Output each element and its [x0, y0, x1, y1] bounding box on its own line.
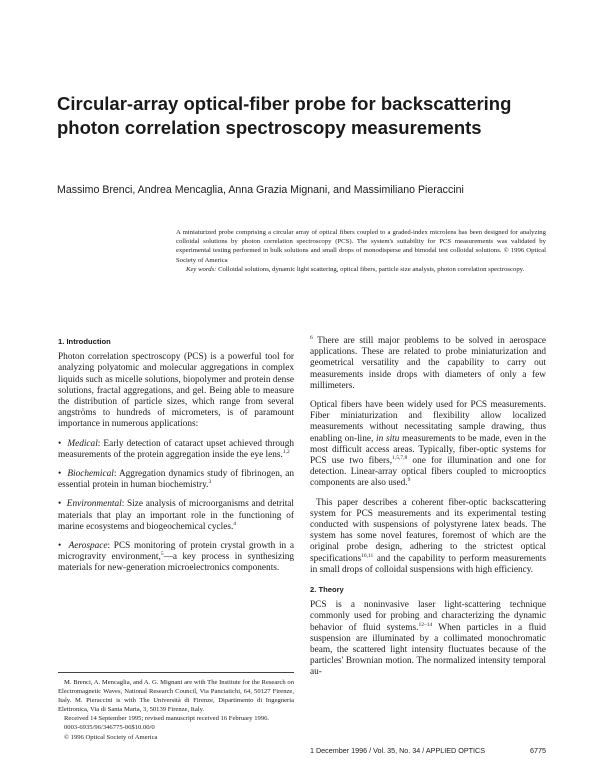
- intro-paragraph-1: Photon correlation spectroscopy (PCS) is a powerful tool for analyzing polyatomic and molecular aggregations in complex liquids such as micelle solutions, biopolymer and protein dense solutions, fractal aggregations, and gel. Being able to measure the distribution of particle sizes, which range from several angströms to hundreds of micrometers, is of paramount importance in numerous applications:: [58, 352, 294, 430]
- bullet-biochemical: • Biochemical: Aggregation dynamics study of fibrinogen, an essential protein in human biochemistry.$^3$: [58, 469, 294, 491]
- section-heading-theory: 2. Theory: [310, 585, 344, 595]
- aerospace-continuation: $^6$ There are still major problems to be solved in aerospace applications. These are related to probe miniaturization and geometrical versatility and the capability to carry out measurements inside drops with diameters of only a few millimeters.: [310, 334, 546, 391]
- bullet-biochemical-label: Biochemical: [67, 469, 114, 480]
- paper-title: Circular-array optical-fiber probe for backscattering photon correlation spectroscopy measurements: [57, 93, 512, 138]
- footnote-code: 0003-6935/96/346775-06$10.00/0: [64, 724, 155, 732]
- footnote-received: Received 14 September 1995; revised manuscript received 16 February 1996.: [64, 715, 270, 723]
- theory-paragraph-1: PCS is a noninvasive laser light-scattering technique commonly used for probing and characterizing the dynamic behavior of fluid systems.$^{12-14}$ When particles in a fluid suspension are illuminated by a collimated monochromatic beam, the scattered light intensity fluctuates because of the particles' Brownian motion. The normalized intensity temporal au-: [310, 600, 547, 678]
- left-column: [58, 336, 294, 575]
- bullet-medical-label: Medical: [67, 438, 98, 449]
- abstract: [176, 228, 546, 274]
- intro-paragraph-3: This paper describes a coherent fiber-optic backscattering system for PCS measurements and its experimental testing conducted with suspensions of polystyrene latex beads. The system has some novel features, foremost of which are the original probe design, adhering to the strictest optical specifications$^{10,11}$ and the capability to perform measurements in small drops of colloidal suspensions with high efficiency.: [310, 497, 546, 575]
- keywords-label: Key words:: [186, 265, 217, 273]
- bullet-medical: • Medical: Early detection of cataract upset achieved through measurements of the protein aggregation inside the eye lens.$^{1,2}$: [58, 438, 295, 460]
- bullet-environmental-label: Environmental: [66, 499, 122, 510]
- author-list: Massimo Brenci, Andrea Mencaglia, Anna Grazia Mignani, and Massimiliano Pieraccini: [57, 184, 464, 196]
- intro-paragraph-2: Optical fibers have been widely used for PCS measurements. Fiber miniaturization and flexibility allow localized measurements without necessitating sample drawing, thus enabling on-line, in situ measurements to be made, even in the most difficult access areas. Typically, fiber-optic systems for PCS use two fibers,$^{1,5,7,8}$ one for illumination and one for detection. Linear-array optical fibers coupled to microoptics components are also used.$^9$: [310, 400, 546, 489]
- page-number: 6775: [530, 746, 546, 755]
- section-heading-introduction: 1. Introduction: [58, 337, 111, 346]
- bullet-environmental: • Environmental: Size analysis of microorganisms and detrital materials that play an important role in the functioning of marine ecosystems and biogeochemical cycles.$^4$: [58, 499, 295, 532]
- footnote-affiliations: M. Brenci, A. Mencaglia, and A. G. Mignani are with The Institute for the Research on Electromagnetic Waves, National Research Council, Via Panciatichi, 64, 50127 Firenze, Italy. M. Pieraccini is with The Università di Firenze, Dipartimento di Ingegneria Elettronica, Via di Santa Marta, 3, 50139 Firenze, Italy.: [58, 679, 294, 714]
- footnote-copyright: © 1996 Optical Society of America: [64, 733, 158, 741]
- running-footer: [310, 746, 546, 755]
- right-column: [310, 336, 546, 679]
- journal-citation: 1 December 1996 / Vol. 35, No. 34 / APPLIED OPTICS: [310, 746, 485, 755]
- abstract-text: A miniaturized probe comprising a circular array of optical fibers coupled to a graded-index microlens has been designed for analyzing colloidal solutions by photon correlation spectroscopy (PCS). The system's suitability for PCS measurements was validated by experimental testing performed in bulk solutions and small drops of monodisperse and bimodal test colloidal solutions. © 1996 Optical Society of America: [176, 229, 546, 264]
- keywords: [176, 265, 546, 274]
- bullet-aerospace-label: Aerospace: [68, 541, 108, 552]
- keywords-text: Colloidal solutions, dynamic light scattering, optical fibers, particle size analysis, photon correlation spectroscopy.: [218, 265, 525, 273]
- affiliation-footnote: [58, 672, 294, 742]
- bullet-aerospace: • Aerospace: PCS monitoring of protein crystal growth in a microgravity environment,$^5$—a key process in synthesizing materials for new-generation microelectronics components.: [58, 541, 294, 574]
